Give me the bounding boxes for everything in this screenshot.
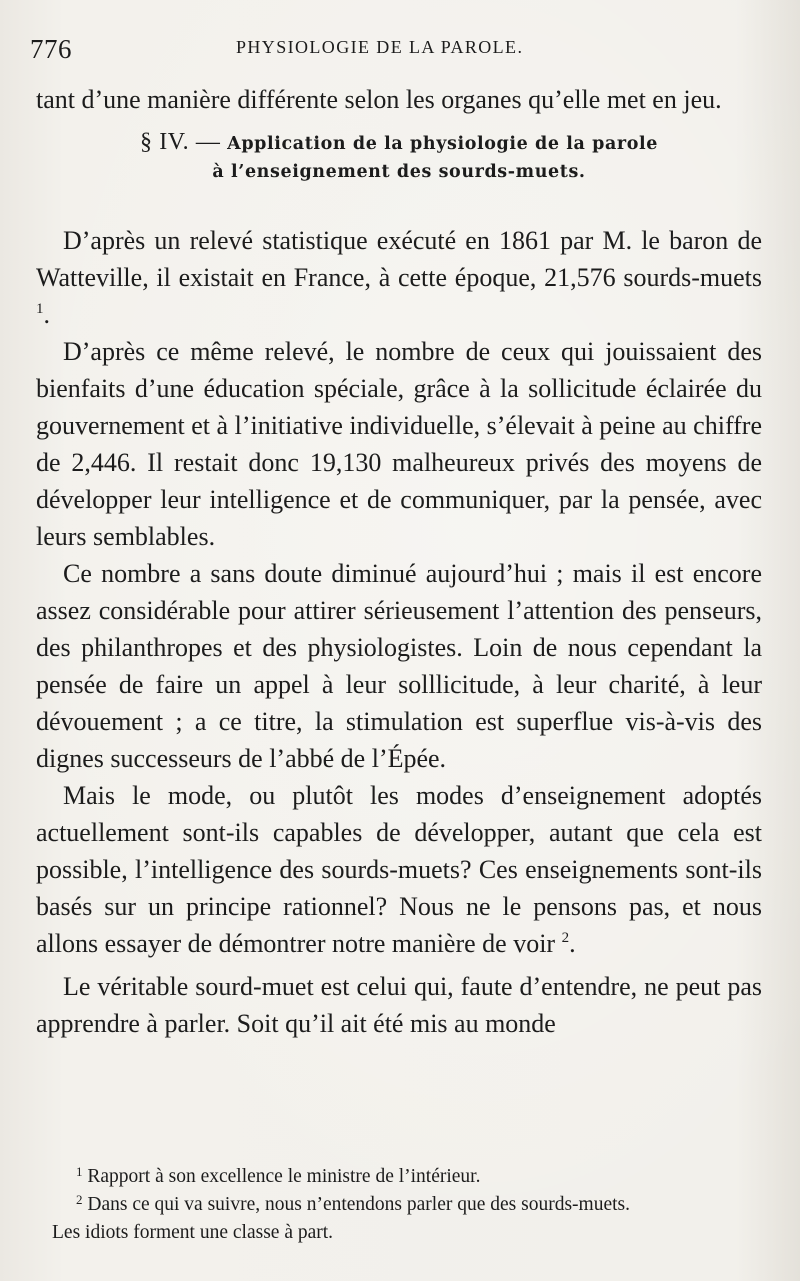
page-number: 776	[30, 34, 72, 64]
paragraph-4-text: Mais le mode, ou plutôt les modes d’enseignement adoptés actuellement sont-ils capables de développer, autant que cela est possible, l’intelligence des sourds-muets? Ces enseignements sont-ils basés sur un principe rationnel? Nous ne le pensons pas, et nous allons essayer de démontrer notre manière de voir	[36, 781, 762, 958]
paragraph-2: D’après ce même relevé, le nombre de ceux qui jouissaient des bienfaits d’une éducation spéciale, grâce à la sollicitude éclairée du gouvernement et à l’initiative individuelle, s’élevait à peine au chiffre de 2,446. Il restait donc 19,130 malheureux privés des moyens de développer leur intelligence et de communiquer, par la pensée, avec leurs semblables.	[36, 337, 762, 551]
paragraph-1-end: .	[43, 300, 50, 329]
paragraph-4-end: .	[569, 929, 576, 958]
footnote-2-mark: 2	[76, 1192, 83, 1207]
paragraph-5: Le véritable sourd-muet est celui qui, faute d’entendre, ne peut pas apprendre à parler. Soit qu’il ait été mis au monde	[36, 972, 762, 1038]
footnote-ref-2: 2	[561, 930, 570, 946]
opening-line: tant d’une manière différente selon les organes qu’elle met en jeu.	[36, 85, 722, 114]
paragraph-3: Ce nombre a sans doute diminué aujourd’hui ; mais il est encore assez considérable pour attirer sérieusement l’attention des penseurs, des philanthropes et des physiologistes. Loin de nous cependant la pensée de faire un appel à leur solllicitude, à leur charité, à leur dévouement ; a ce titre, la stimulation est superflue vis-à-vis des dignes successeurs de l’abbé de l’Épée.	[36, 559, 762, 773]
section-heading-line1	[36, 128, 762, 158]
section-heading	[36, 128, 762, 186]
footnote-1	[54, 1163, 770, 1191]
section-title-line2: à l’enseignement des sourds-muets.	[212, 162, 586, 182]
paragraph-4	[36, 777, 762, 962]
section-label: § IV. —	[140, 129, 221, 155]
paragraph-1-text: D’après un relevé statistique exécuté en 1861 par M. le baron de Watteville, il existait en France, à cette époque, 21,576 sourds-muets	[36, 226, 762, 292]
footnote-1-mark: 1	[76, 1164, 83, 1179]
footnote-2-text: Dans ce qui va suivre, nous n’entendons parler que des sourds-muets.	[87, 1194, 630, 1215]
running-title: PHYSIOLOGIE DE LA PAROLE.	[236, 37, 524, 57]
paragraph-1	[36, 222, 762, 333]
page-header	[30, 34, 760, 68]
footnote-2-continuation: Les idiots forment une classe à part.	[52, 1222, 334, 1243]
footnote-2	[54, 1191, 770, 1219]
main-text	[36, 81, 762, 1042]
footnote-ref-1: 1	[36, 301, 44, 317]
footnotes	[54, 1163, 770, 1247]
section-title-line1: Application de la physiologie de la parole	[227, 134, 658, 154]
footnote-1-text: Rapport à son excellence le ministre de l’intérieur.	[87, 1166, 481, 1187]
